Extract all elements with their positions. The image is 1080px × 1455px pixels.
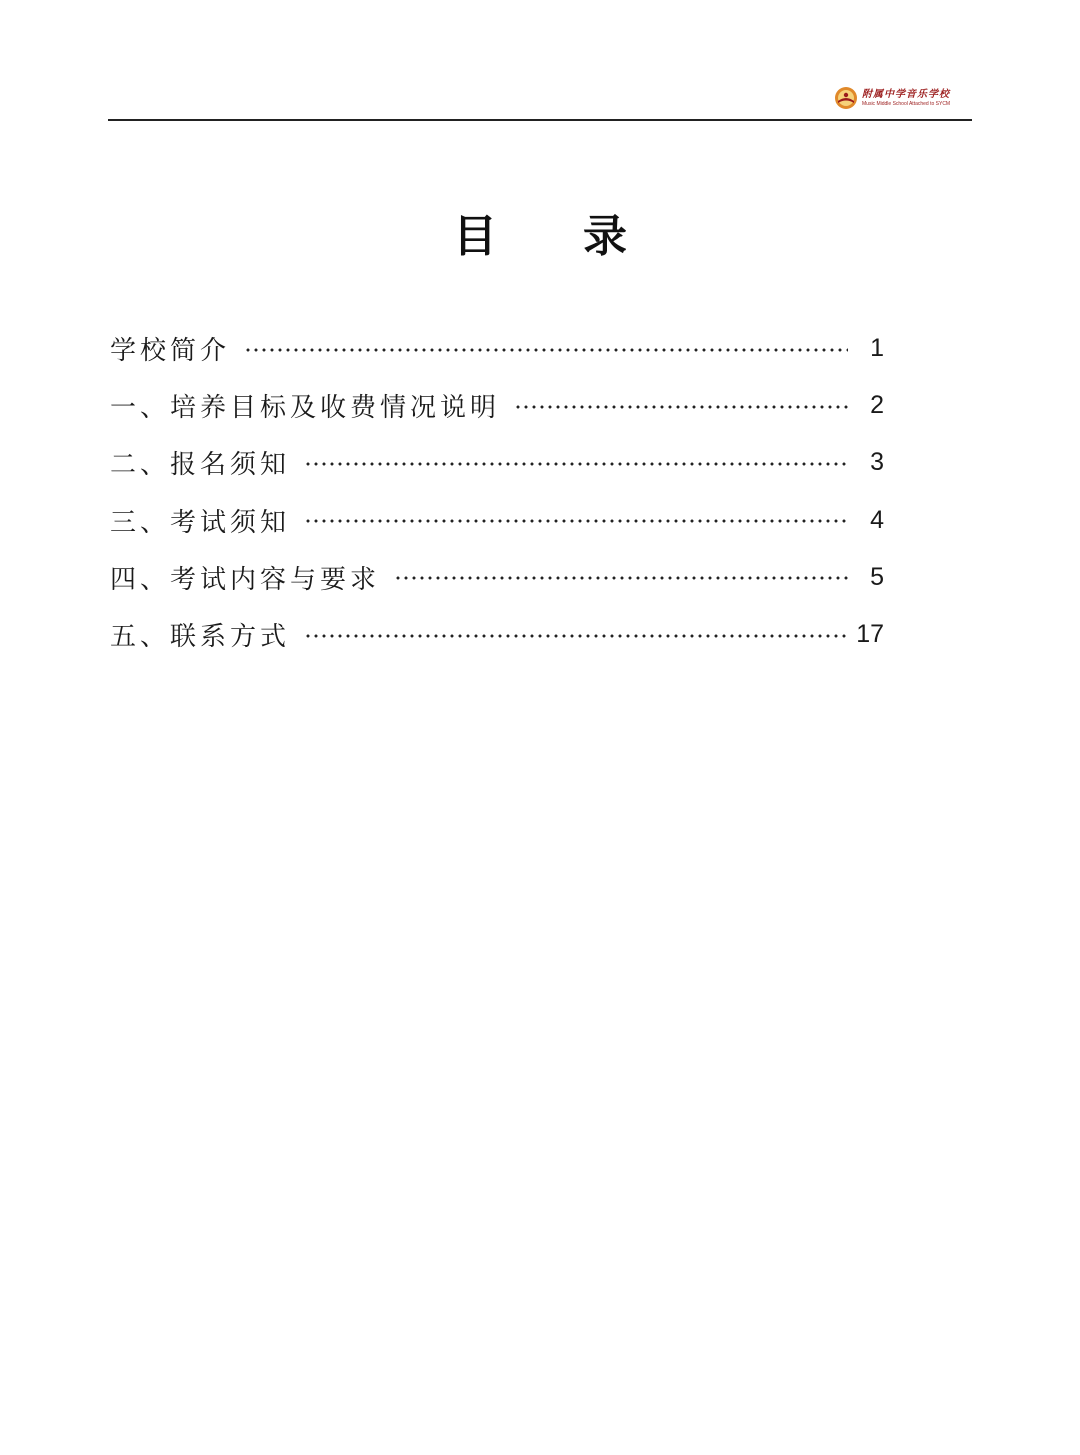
- toc-page-number: 5: [870, 562, 884, 591]
- school-emblem-icon: [834, 86, 858, 110]
- table-of-contents: [110, 320, 884, 663]
- logo-text-cn: 附属中学音乐学校: [862, 88, 950, 100]
- toc-entry-label: 五、联系方式: [110, 622, 291, 653]
- toc-entry-goals-fees[interactable]: [110, 377, 884, 434]
- toc-page-number: 17: [856, 620, 884, 649]
- page-title: 目录: [453, 211, 713, 262]
- toc-entry-registration[interactable]: [110, 434, 884, 491]
- toc-dot-leader: [514, 405, 848, 409]
- toc-entry-label: 三、考试须知: [110, 507, 291, 538]
- toc-page-number: 3: [870, 448, 884, 477]
- toc-entry-label: 一、培养目标及收费情况说明: [110, 393, 501, 424]
- logo-text-en: Music Middle School Attached to SYCM: [862, 100, 951, 107]
- toc-dot-leader: [394, 576, 848, 580]
- toc-dot-leader: [244, 348, 848, 352]
- toc-page-number: 4: [870, 505, 884, 534]
- school-logo: [834, 84, 962, 112]
- toc-dot-leader: [304, 462, 848, 466]
- toc-entry-label: 二、报名须知: [110, 450, 291, 481]
- toc-dot-leader: [304, 519, 848, 523]
- toc-entry-contact[interactable]: [110, 606, 884, 663]
- toc-entry-label: 学校简介: [110, 336, 231, 367]
- toc-entry-label: 四、考试内容与要求: [110, 564, 381, 595]
- toc-entry-exam-notice[interactable]: [110, 492, 884, 549]
- toc-entry-intro[interactable]: [110, 320, 884, 377]
- toc-entry-exam-content[interactable]: [110, 549, 884, 606]
- header-divider: [108, 119, 972, 121]
- toc-page-number: 1: [870, 334, 884, 363]
- toc-dot-leader: [304, 634, 848, 638]
- toc-page-number: 2: [870, 391, 884, 420]
